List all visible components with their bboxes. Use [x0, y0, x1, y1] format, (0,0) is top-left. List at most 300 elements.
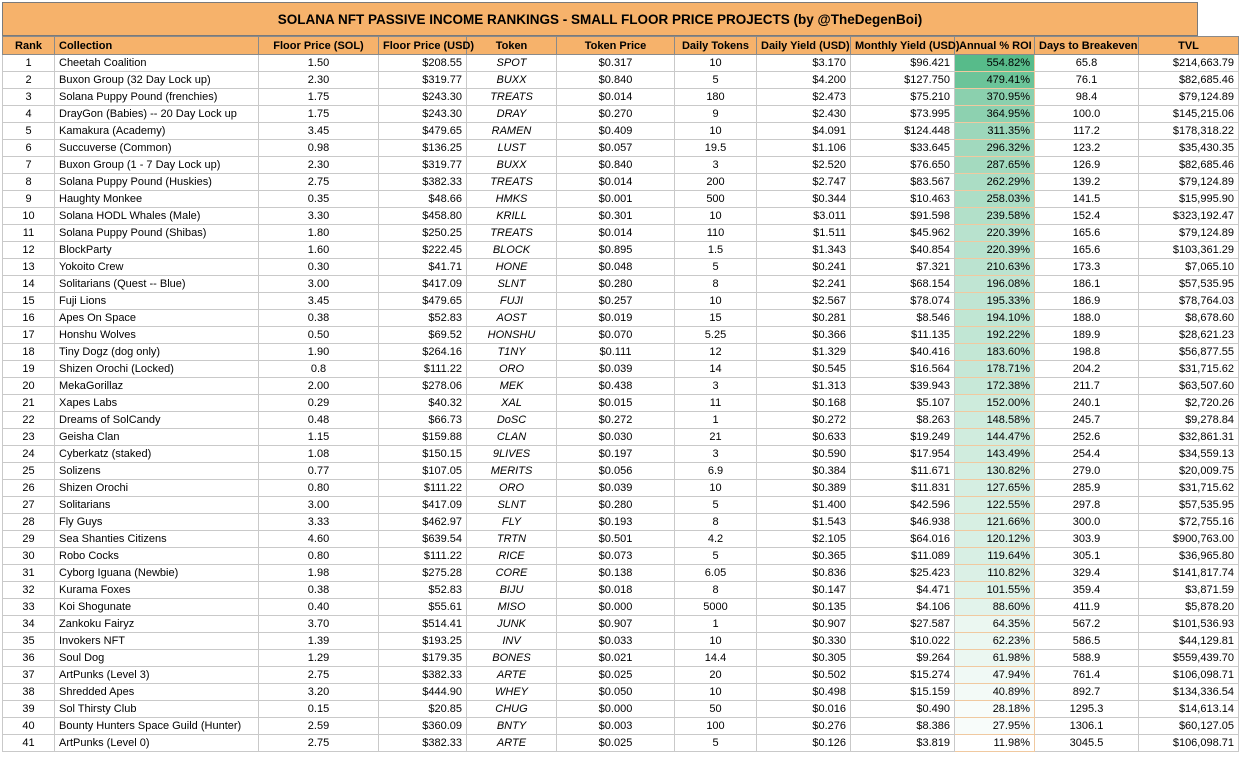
cell-token: BLOCK — [467, 242, 557, 259]
cell-daily-tokens: 5 — [675, 548, 757, 565]
table-row — [3, 531, 1239, 548]
cell-days-breakeven: 245.7 — [1035, 412, 1139, 429]
cell-floor-sol: 0.48 — [259, 412, 379, 429]
cell-token-price: $0.301 — [557, 208, 675, 225]
cell-floor-sol: 0.35 — [259, 191, 379, 208]
cell-monthly-yield: $15.159 — [851, 684, 955, 701]
cell-token-price: $0.030 — [557, 429, 675, 446]
cell-annual-roi: 195.33% — [955, 293, 1035, 310]
cell-floor-usd: $382.33 — [379, 667, 467, 684]
cell-floor-sol: 3.00 — [259, 276, 379, 293]
cell-token-price: $0.193 — [557, 514, 675, 531]
cell-days-breakeven: 567.2 — [1035, 616, 1139, 633]
cell-annual-roi: 28.18% — [955, 701, 1035, 718]
cell-tvl: $14,613.14 — [1139, 701, 1239, 718]
cell-collection: Invokers NFT — [55, 633, 259, 650]
table-row — [3, 514, 1239, 531]
cell-monthly-yield: $9.264 — [851, 650, 955, 667]
cell-token-price: $0.018 — [557, 582, 675, 599]
cell-days-breakeven: 204.2 — [1035, 361, 1139, 378]
cell-collection: Robo Cocks — [55, 548, 259, 565]
table-row — [3, 174, 1239, 191]
cell-token-price: $0.025 — [557, 667, 675, 684]
cell-daily-yield: $0.590 — [757, 446, 851, 463]
cell-days-breakeven: 254.4 — [1035, 446, 1139, 463]
cell-token-price: $0.895 — [557, 242, 675, 259]
cell-daily-tokens: 5.25 — [675, 327, 757, 344]
cell-token-price: $0.438 — [557, 378, 675, 395]
cell-daily-yield: $2.105 — [757, 531, 851, 548]
cell-days-breakeven: 186.9 — [1035, 293, 1139, 310]
cell-daily-tokens: 8 — [675, 582, 757, 599]
cell-floor-usd: $136.25 — [379, 140, 467, 157]
cell-rank: 9 — [3, 191, 55, 208]
cell-daily-tokens: 11 — [675, 395, 757, 412]
cell-token: BNTY — [467, 718, 557, 735]
cell-token-price: $0.070 — [557, 327, 675, 344]
header-days-breakeven: Days to Breakeven — [1035, 37, 1139, 55]
cell-token-price: $0.014 — [557, 225, 675, 242]
table-row — [3, 208, 1239, 225]
cell-collection: ArtPunks (Level 3) — [55, 667, 259, 684]
cell-floor-sol: 1.15 — [259, 429, 379, 446]
cell-token: T1NY — [467, 344, 557, 361]
cell-floor-sol: 3.45 — [259, 293, 379, 310]
cell-token: LUST — [467, 140, 557, 157]
cell-tvl: $79,124.89 — [1139, 89, 1239, 106]
cell-floor-sol: 3.20 — [259, 684, 379, 701]
cell-daily-yield: $0.498 — [757, 684, 851, 701]
cell-tvl: $63,507.60 — [1139, 378, 1239, 395]
cell-daily-yield: $0.389 — [757, 480, 851, 497]
cell-monthly-yield: $7.321 — [851, 259, 955, 276]
cell-daily-yield: $0.305 — [757, 650, 851, 667]
cell-rank: 38 — [3, 684, 55, 701]
cell-annual-roi: 130.82% — [955, 463, 1035, 480]
cell-floor-sol: 3.00 — [259, 497, 379, 514]
cell-rank: 26 — [3, 480, 55, 497]
cell-token: FLY — [467, 514, 557, 531]
cell-monthly-yield: $27.587 — [851, 616, 955, 633]
cell-token-price: $0.840 — [557, 157, 675, 174]
cell-token-price: $0.280 — [557, 497, 675, 514]
cell-rank: 29 — [3, 531, 55, 548]
cell-token-price: $0.197 — [557, 446, 675, 463]
table-row — [3, 480, 1239, 497]
cell-collection: Sol Thirsty Club — [55, 701, 259, 718]
cell-collection: Honshu Wolves — [55, 327, 259, 344]
cell-monthly-yield: $11.135 — [851, 327, 955, 344]
cell-token-price: $0.840 — [557, 72, 675, 89]
table-row — [3, 582, 1239, 599]
cell-floor-usd: $639.54 — [379, 531, 467, 548]
header-annual-roi: Annual % ROI — [955, 37, 1035, 55]
cell-token: ORO — [467, 480, 557, 497]
cell-token: TRTN — [467, 531, 557, 548]
cell-annual-roi: 554.82% — [955, 55, 1035, 72]
cell-rank: 37 — [3, 667, 55, 684]
cell-rank: 40 — [3, 718, 55, 735]
cell-monthly-yield: $91.598 — [851, 208, 955, 225]
table-row — [3, 89, 1239, 106]
cell-collection: Buxon Group (32 Day Lock up) — [55, 72, 259, 89]
cell-annual-roi: 192.22% — [955, 327, 1035, 344]
cell-tvl: $3,871.59 — [1139, 582, 1239, 599]
table-row — [3, 633, 1239, 650]
table-row — [3, 276, 1239, 293]
cell-annual-roi: 110.82% — [955, 565, 1035, 582]
cell-token-price: $0.057 — [557, 140, 675, 157]
table-row — [3, 412, 1239, 429]
cell-annual-roi: 40.89% — [955, 684, 1035, 701]
cell-daily-yield: $0.126 — [757, 735, 851, 752]
header-token-price: Token Price — [557, 37, 675, 55]
cell-rank: 15 — [3, 293, 55, 310]
cell-annual-roi: 47.94% — [955, 667, 1035, 684]
cell-monthly-yield: $83.567 — [851, 174, 955, 191]
cell-annual-roi: 364.95% — [955, 106, 1035, 123]
cell-annual-roi: 64.35% — [955, 616, 1035, 633]
cell-days-breakeven: 586.5 — [1035, 633, 1139, 650]
cell-tvl: $8,678.60 — [1139, 310, 1239, 327]
cell-annual-roi: 144.47% — [955, 429, 1035, 446]
cell-tvl: $9,278.84 — [1139, 412, 1239, 429]
cell-collection: Solana Puppy Pound (Shibas) — [55, 225, 259, 242]
cell-floor-usd: $417.09 — [379, 497, 467, 514]
table-row — [3, 293, 1239, 310]
cell-tvl: $36,965.80 — [1139, 548, 1239, 565]
cell-tvl: $34,559.13 — [1139, 446, 1239, 463]
cell-daily-yield: $0.384 — [757, 463, 851, 480]
cell-rank: 21 — [3, 395, 55, 412]
cell-daily-tokens: 8 — [675, 276, 757, 293]
cell-rank: 12 — [3, 242, 55, 259]
cell-monthly-yield: $5.107 — [851, 395, 955, 412]
cell-days-breakeven: 186.1 — [1035, 276, 1139, 293]
cell-collection: Zankoku Fairyz — [55, 616, 259, 633]
cell-floor-usd: $20.85 — [379, 701, 467, 718]
cell-annual-roi: 119.64% — [955, 548, 1035, 565]
table-body — [3, 55, 1239, 752]
cell-floor-usd: $514.41 — [379, 616, 467, 633]
cell-annual-roi: 178.71% — [955, 361, 1035, 378]
cell-floor-usd: $278.06 — [379, 378, 467, 395]
cell-monthly-yield: $10.463 — [851, 191, 955, 208]
cell-annual-roi: 479.41% — [955, 72, 1035, 89]
cell-rank: 1 — [3, 55, 55, 72]
cell-days-breakeven: 188.0 — [1035, 310, 1139, 327]
cell-daily-yield: $0.135 — [757, 599, 851, 616]
cell-collection: Succuverse (Common) — [55, 140, 259, 157]
cell-rank: 34 — [3, 616, 55, 633]
cell-collection: Cyberkatz (staked) — [55, 446, 259, 463]
table-row — [3, 667, 1239, 684]
cell-days-breakeven: 411.9 — [1035, 599, 1139, 616]
cell-daily-yield: $0.366 — [757, 327, 851, 344]
cell-tvl: $60,127.05 — [1139, 718, 1239, 735]
cell-annual-roi: 287.65% — [955, 157, 1035, 174]
cell-rank: 13 — [3, 259, 55, 276]
cell-monthly-yield: $68.154 — [851, 276, 955, 293]
cell-rank: 23 — [3, 429, 55, 446]
cell-token-price: $0.056 — [557, 463, 675, 480]
cell-token: MEK — [467, 378, 557, 395]
cell-daily-yield: $1.313 — [757, 378, 851, 395]
cell-days-breakeven: 165.6 — [1035, 242, 1139, 259]
cell-daily-tokens: 4.2 — [675, 531, 757, 548]
cell-collection: DrayGon (Babies) -- 20 Day Lock up — [55, 106, 259, 123]
cell-collection: Solana HODL Whales (Male) — [55, 208, 259, 225]
cell-rank: 8 — [3, 174, 55, 191]
cell-monthly-yield: $11.831 — [851, 480, 955, 497]
cell-daily-tokens: 19.5 — [675, 140, 757, 157]
cell-tvl: $31,715.62 — [1139, 480, 1239, 497]
cell-daily-tokens: 8 — [675, 514, 757, 531]
cell-floor-usd: $275.28 — [379, 565, 467, 582]
cell-collection: Solitarians — [55, 497, 259, 514]
cell-collection: Fly Guys — [55, 514, 259, 531]
cell-daily-yield: $0.907 — [757, 616, 851, 633]
cell-monthly-yield: $78.074 — [851, 293, 955, 310]
cell-floor-usd: $360.09 — [379, 718, 467, 735]
cell-daily-tokens: 100 — [675, 718, 757, 735]
cell-days-breakeven: 1306.1 — [1035, 718, 1139, 735]
cell-floor-sol: 1.29 — [259, 650, 379, 667]
cell-annual-roi: 121.66% — [955, 514, 1035, 531]
cell-floor-usd: $52.83 — [379, 310, 467, 327]
table-row — [3, 395, 1239, 412]
cell-collection: Solana Puppy Pound (Huskies) — [55, 174, 259, 191]
cell-daily-yield: $1.343 — [757, 242, 851, 259]
table-row — [3, 361, 1239, 378]
cell-floor-usd: $479.65 — [379, 293, 467, 310]
cell-floor-usd: $417.09 — [379, 276, 467, 293]
cell-days-breakeven: 152.4 — [1035, 208, 1139, 225]
cell-days-breakeven: 285.9 — [1035, 480, 1139, 497]
cell-token: TREATS — [467, 225, 557, 242]
cell-floor-usd: $193.25 — [379, 633, 467, 650]
table-row — [3, 327, 1239, 344]
cell-token: INV — [467, 633, 557, 650]
cell-token: BUXX — [467, 157, 557, 174]
cell-annual-roi: 183.60% — [955, 344, 1035, 361]
cell-token-price: $0.280 — [557, 276, 675, 293]
cell-token-price: $0.039 — [557, 480, 675, 497]
cell-daily-tokens: 1.5 — [675, 242, 757, 259]
cell-floor-sol: 0.30 — [259, 259, 379, 276]
cell-tvl: $178,318.22 — [1139, 123, 1239, 140]
cell-tvl: $900,763.00 — [1139, 531, 1239, 548]
cell-token-price: $0.033 — [557, 633, 675, 650]
cell-daily-yield: $0.365 — [757, 548, 851, 565]
cell-floor-sol: 0.38 — [259, 310, 379, 327]
cell-floor-usd: $40.32 — [379, 395, 467, 412]
cell-floor-sol: 1.75 — [259, 89, 379, 106]
cell-annual-roi: 88.60% — [955, 599, 1035, 616]
cell-token-price: $0.272 — [557, 412, 675, 429]
cell-monthly-yield: $0.490 — [851, 701, 955, 718]
cell-tvl: $57,535.95 — [1139, 497, 1239, 514]
cell-days-breakeven: 211.7 — [1035, 378, 1139, 395]
cell-token-price: $0.501 — [557, 531, 675, 548]
cell-token-price: $0.138 — [557, 565, 675, 582]
cell-daily-tokens: 5 — [675, 497, 757, 514]
cell-floor-sol: 0.80 — [259, 480, 379, 497]
cell-daily-tokens: 6.9 — [675, 463, 757, 480]
cell-floor-sol: 3.30 — [259, 208, 379, 225]
cell-tvl: $79,124.89 — [1139, 225, 1239, 242]
cell-collection: Geisha Clan — [55, 429, 259, 446]
cell-floor-sol: 0.80 — [259, 548, 379, 565]
cell-daily-yield: $1.329 — [757, 344, 851, 361]
cell-floor-sol: 1.60 — [259, 242, 379, 259]
spreadsheet — [2, 2, 1234, 752]
cell-floor-sol: 2.75 — [259, 174, 379, 191]
cell-floor-usd: $479.65 — [379, 123, 467, 140]
cell-days-breakeven: 359.4 — [1035, 582, 1139, 599]
cell-rank: 27 — [3, 497, 55, 514]
cell-token: RAMEN — [467, 123, 557, 140]
table-row — [3, 140, 1239, 157]
table-row — [3, 225, 1239, 242]
cell-token: TREATS — [467, 89, 557, 106]
cell-monthly-yield: $11.671 — [851, 463, 955, 480]
cell-annual-roi: 239.58% — [955, 208, 1035, 225]
cell-monthly-yield: $4.471 — [851, 582, 955, 599]
cell-collection: Xapes Labs — [55, 395, 259, 412]
cell-days-breakeven: 297.8 — [1035, 497, 1139, 514]
cell-floor-usd: $444.90 — [379, 684, 467, 701]
cell-rank: 32 — [3, 582, 55, 599]
cell-days-breakeven: 3045.5 — [1035, 735, 1139, 752]
cell-floor-sol: 3.70 — [259, 616, 379, 633]
cell-floor-sol: 4.60 — [259, 531, 379, 548]
table-row — [3, 378, 1239, 395]
cell-floor-usd: $319.77 — [379, 72, 467, 89]
cell-daily-tokens: 3 — [675, 157, 757, 174]
cell-floor-usd: $458.80 — [379, 208, 467, 225]
cell-token: CLAN — [467, 429, 557, 446]
cell-floor-sol: 1.80 — [259, 225, 379, 242]
cell-floor-usd: $179.35 — [379, 650, 467, 667]
cell-tvl: $31,715.62 — [1139, 361, 1239, 378]
cell-tvl: $214,663.79 — [1139, 55, 1239, 72]
cell-monthly-yield: $42.596 — [851, 497, 955, 514]
cell-floor-sol: 1.39 — [259, 633, 379, 650]
cell-daily-tokens: 21 — [675, 429, 757, 446]
cell-token: SLNT — [467, 497, 557, 514]
cell-annual-roi: 220.39% — [955, 242, 1035, 259]
cell-days-breakeven: 123.2 — [1035, 140, 1139, 157]
cell-annual-roi: 210.63% — [955, 259, 1035, 276]
cell-monthly-yield: $8.546 — [851, 310, 955, 327]
cell-collection: Haughty Monkee — [55, 191, 259, 208]
cell-rank: 2 — [3, 72, 55, 89]
cell-collection: Solizens — [55, 463, 259, 480]
cell-token: CHUG — [467, 701, 557, 718]
cell-floor-usd: $319.77 — [379, 157, 467, 174]
cell-monthly-yield: $17.954 — [851, 446, 955, 463]
cell-rank: 3 — [3, 89, 55, 106]
header-row — [3, 37, 1239, 55]
cell-days-breakeven: 588.9 — [1035, 650, 1139, 667]
cell-daily-yield: $2.520 — [757, 157, 851, 174]
cell-days-breakeven: 240.1 — [1035, 395, 1139, 412]
cell-token-price: $0.270 — [557, 106, 675, 123]
cell-rank: 36 — [3, 650, 55, 667]
cell-token: HONSHU — [467, 327, 557, 344]
cell-token: ARTE — [467, 735, 557, 752]
header-daily-tokens: Daily Tokens — [675, 37, 757, 55]
cell-token: ORO — [467, 361, 557, 378]
cell-collection: Shizen Orochi — [55, 480, 259, 497]
cell-daily-tokens: 10 — [675, 293, 757, 310]
cell-monthly-yield: $8.263 — [851, 412, 955, 429]
cell-daily-tokens: 3 — [675, 378, 757, 395]
cell-tvl: $32,861.31 — [1139, 429, 1239, 446]
cell-annual-roi: 262.29% — [955, 174, 1035, 191]
cell-floor-usd: $55.61 — [379, 599, 467, 616]
cell-collection: MekaGorillaz — [55, 378, 259, 395]
cell-token-price: $0.021 — [557, 650, 675, 667]
cell-daily-tokens: 50 — [675, 701, 757, 718]
header-daily-yield: Daily Yield (USD) — [757, 37, 851, 55]
cell-tvl: $35,430.35 — [1139, 140, 1239, 157]
cell-collection: Kamakura (Academy) — [55, 123, 259, 140]
cell-daily-yield: $1.106 — [757, 140, 851, 157]
cell-token: SLNT — [467, 276, 557, 293]
cell-daily-yield: $1.511 — [757, 225, 851, 242]
cell-days-breakeven: 189.9 — [1035, 327, 1139, 344]
cell-floor-usd: $107.05 — [379, 463, 467, 480]
cell-days-breakeven: 65.8 — [1035, 55, 1139, 72]
cell-annual-roi: 127.65% — [955, 480, 1035, 497]
table-row — [3, 446, 1239, 463]
cell-floor-usd: $111.22 — [379, 361, 467, 378]
cell-rank: 28 — [3, 514, 55, 531]
cell-rank: 24 — [3, 446, 55, 463]
table-row — [3, 242, 1239, 259]
cell-collection: Cyborg Iguana (Newbie) — [55, 565, 259, 582]
cell-tvl: $103,361.29 — [1139, 242, 1239, 259]
cell-floor-usd: $111.22 — [379, 548, 467, 565]
cell-floor-sol: 2.30 — [259, 72, 379, 89]
cell-days-breakeven: 761.4 — [1035, 667, 1139, 684]
cell-token-price: $0.111 — [557, 344, 675, 361]
cell-floor-sol: 0.40 — [259, 599, 379, 616]
cell-floor-usd: $382.33 — [379, 174, 467, 191]
cell-tvl: $323,192.47 — [1139, 208, 1239, 225]
cell-monthly-yield: $40.854 — [851, 242, 955, 259]
cell-rank: 10 — [3, 208, 55, 225]
cell-days-breakeven: 198.8 — [1035, 344, 1139, 361]
cell-floor-sol: 0.29 — [259, 395, 379, 412]
table-row — [3, 684, 1239, 701]
cell-annual-roi: 143.49% — [955, 446, 1035, 463]
cell-monthly-yield: $73.995 — [851, 106, 955, 123]
cell-floor-usd: $52.83 — [379, 582, 467, 599]
cell-rank: 20 — [3, 378, 55, 395]
cell-floor-usd: $208.55 — [379, 55, 467, 72]
cell-annual-roi: 27.95% — [955, 718, 1035, 735]
table-row — [3, 497, 1239, 514]
cell-daily-tokens: 14.4 — [675, 650, 757, 667]
cell-collection: Apes On Space — [55, 310, 259, 327]
cell-daily-tokens: 110 — [675, 225, 757, 242]
cell-daily-tokens: 15 — [675, 310, 757, 327]
table-row — [3, 565, 1239, 582]
cell-daily-yield: $0.147 — [757, 582, 851, 599]
